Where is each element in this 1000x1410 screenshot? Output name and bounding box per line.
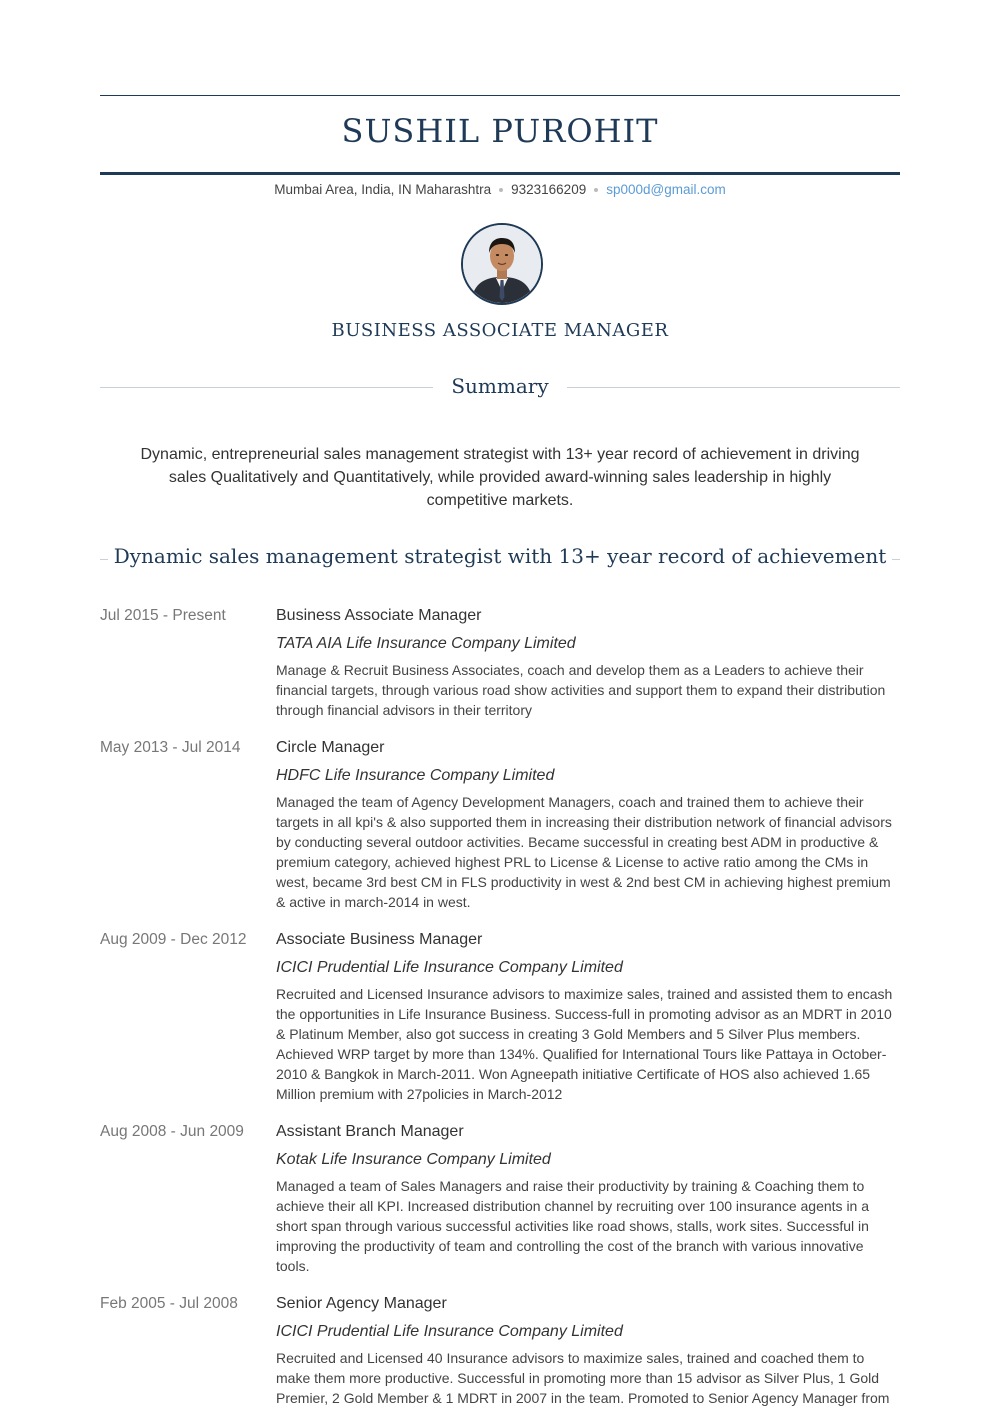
location-text: Mumbai Area, India, IN Maharashtra	[274, 182, 492, 197]
job-description: Manage & Recruit Business Associates, coach and develop them as a Leaders to achieve their financial targets, through various road show activities and support them to expand their distribution through financial advisors in their territory	[276, 662, 886, 718]
job-title: Assistant Branch Manager	[276, 1123, 464, 1140]
profile-photo	[461, 223, 543, 305]
experience-title: Dynamic sales management strategist with 13+ year record of achievement	[108, 544, 893, 568]
experience-section-heading	[100, 542, 900, 572]
professional-headline: BUSINESS ASSOCIATE MANAGER	[331, 320, 669, 341]
job-title: Business Associate Manager	[276, 607, 482, 624]
job-dates: Jul 2015 - Present	[100, 607, 226, 624]
job-dates: Aug 2008 - Jun 2009	[100, 1123, 244, 1140]
phone-text: 9323166209	[511, 182, 587, 197]
job-description: Recruited and Licensed 40 Insurance advisors to maximize sales, trained and coached them to make them more productive. Successful in promoting more than 15 advisor as Silver Plus, 1 Gold Premier, 2 Gold Member & 1 MDRT in 2007 in the team. Promoted to Senior Agency Manager from	[276, 1350, 890, 1406]
job-title: Senior Agency Manager	[276, 1295, 447, 1312]
job-company: Kotak Life Insurance Company Limited	[276, 1151, 551, 1168]
bullet-separator-icon	[499, 188, 503, 192]
job-company: TATA AIA Life Insurance Company Limited	[276, 635, 576, 652]
job-description: Managed the team of Agency Development Managers, coach and trained them to achieve their targets in all kpi's & also supported them in increasing their distribution network of financial advisors by conducting several outdoor activities. Became successful in creating best ADM in productive & premium category, achieved highest PRL to License & License to active ratio among the CMs in west, became 3rd best CM in FLS productivity in west & 2nd best CM in achieving highest premium & active in march-2014 in west.	[276, 794, 892, 910]
job-description: Managed a team of Sales Managers and raise their productivity by training & Coaching them to achieve their all KPI. Increased distribution channel by recruiting over 100 insurance agents in a short span through various successful activities like road shows, stalls, work sites. Successful in improving the productivity of team and controlling the cost of the branch with various innovative tools.	[276, 1178, 870, 1274]
job-title: Circle Manager	[276, 739, 385, 756]
job-company: ICICI Prudential Life Insurance Company Limited	[276, 959, 623, 976]
job-dates: Feb 2005 - Jul 2008	[100, 1295, 238, 1312]
job-company: ICICI Prudential Life Insurance Company Limited	[276, 1323, 623, 1340]
header-top-rule	[100, 95, 900, 96]
profile-portrait-icon	[463, 225, 541, 303]
job-dates: Aug 2009 - Dec 2012	[100, 931, 247, 948]
job-description: Recruited and Licensed Insurance advisors to maximize sales, trained and assisted them to encash the opportunities in Life Insurance Business. Success-full in promoting advisor as an MDRT in 2010 & Platinum Member, also got success in creating 3 Gold Members and 5 Silver Plus members. Achieved WRP target by more than 134%. Qualified for International Tours like Pattaya in October-2010 & Bangkok in March-2011. Won Agneepath initiative Certificate of HOS also achieved 1.65 Million premium with 27policies in March-2012	[276, 986, 893, 1102]
job-dates: May 2013 - Jul 2014	[100, 739, 241, 756]
header-bottom-rule	[100, 172, 900, 175]
summary-title: Summary	[433, 374, 566, 398]
candidate-name: SUSHIL PUROHIT	[341, 112, 659, 150]
summary-section-heading	[100, 372, 900, 402]
summary-text: Dynamic, entrepreneurial sales management strategist with 13+ year record of achievement in driving sales Qualitatively and Quantitatively, while provided award-winning sales leadership in highly competitive markets.	[140, 446, 860, 509]
contact-line	[100, 182, 900, 197]
bullet-separator-icon	[594, 188, 598, 192]
job-title: Associate Business Manager	[276, 931, 483, 948]
job-company: HDFC Life Insurance Company Limited	[276, 767, 555, 784]
email-link[interactable]: sp000d@gmail.com	[606, 182, 726, 197]
